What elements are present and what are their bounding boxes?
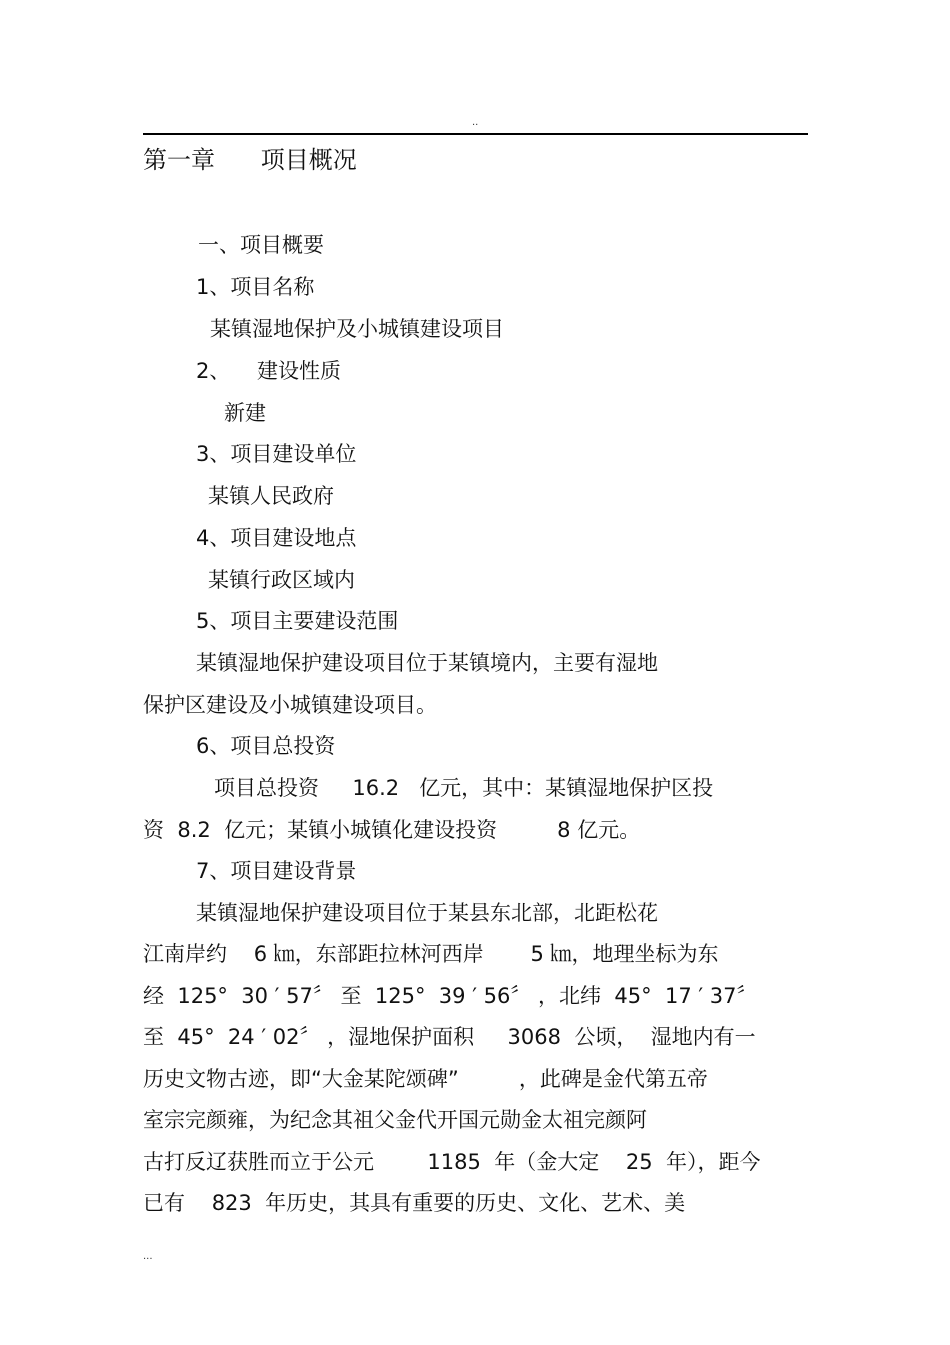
header-rule	[143, 133, 808, 135]
paragraph-line: 室宗完颜雍，为纪念其祖父金代开国元勋金太祖完颜阿	[143, 1108, 647, 1132]
paragraph-line: 至 45° 24 ′ 02〞 ，湿地保护面积 3068 公顷， 湿地内有一	[143, 1025, 756, 1049]
header-mark: ..	[472, 117, 479, 128]
paragraph-line: 经 125° 30 ′ 57〞 至 125° 39 ′ 56〞 ，北纬 45° 17 ′ 37〞	[143, 984, 758, 1008]
paragraph-line: 资 8.2 亿元；某镇小城镇化建设投资 8 亿元。	[143, 818, 641, 842]
item-heading-investment: 6、项目总投资	[196, 734, 336, 758]
item-value-location: 某镇行政区域内	[208, 568, 355, 592]
paragraph-line: 保护区建设及小城镇建设项目。	[143, 693, 437, 717]
item-heading-unit: 3、项目建设单位	[196, 442, 357, 466]
section-heading: 一、项目概要	[198, 233, 324, 257]
paragraph-line: 历史文物古迹，即“大金某陀颂碑” ，此碑是金代第五帝	[143, 1067, 708, 1091]
footer-mark: ...	[143, 1251, 153, 1262]
paragraph-line: 古打反辽获胜而立于公元 1185 年（金大定 25 年），距今	[143, 1150, 761, 1174]
item-heading-name: 1、项目名称	[196, 275, 315, 299]
paragraph-line: 某镇湿地保护建设项目位于某县东北部，北距松花	[196, 901, 658, 925]
paragraph-line: 江南岸约 6 ㎞，东部距拉林河西岸 5 ㎞，地理坐标为东	[143, 942, 719, 966]
item-heading-background: 7、项目建设背景	[196, 859, 357, 883]
item-value-unit: 某镇人民政府	[208, 484, 334, 508]
item-heading-scope: 5、项目主要建设范围	[196, 609, 399, 633]
item-heading-location: 4、项目建设地点	[196, 526, 357, 550]
item-value-nature: 新建	[224, 401, 266, 425]
paragraph-line: 已有 823 年历史，其具有重要的历史、文化、艺术、美	[143, 1191, 686, 1215]
paragraph-line: 项目总投资 16.2 亿元，其中：某镇湿地保护区投	[214, 776, 714, 800]
item-heading-nature: 2、 建设性质	[196, 359, 342, 383]
item-value-name: 某镇湿地保护及小城镇建设项目	[210, 317, 504, 341]
paragraph-line: 某镇湿地保护建设项目位于某镇境内，主要有湿地	[196, 651, 658, 675]
chapter-title: 第一章 项目概况	[143, 146, 357, 174]
